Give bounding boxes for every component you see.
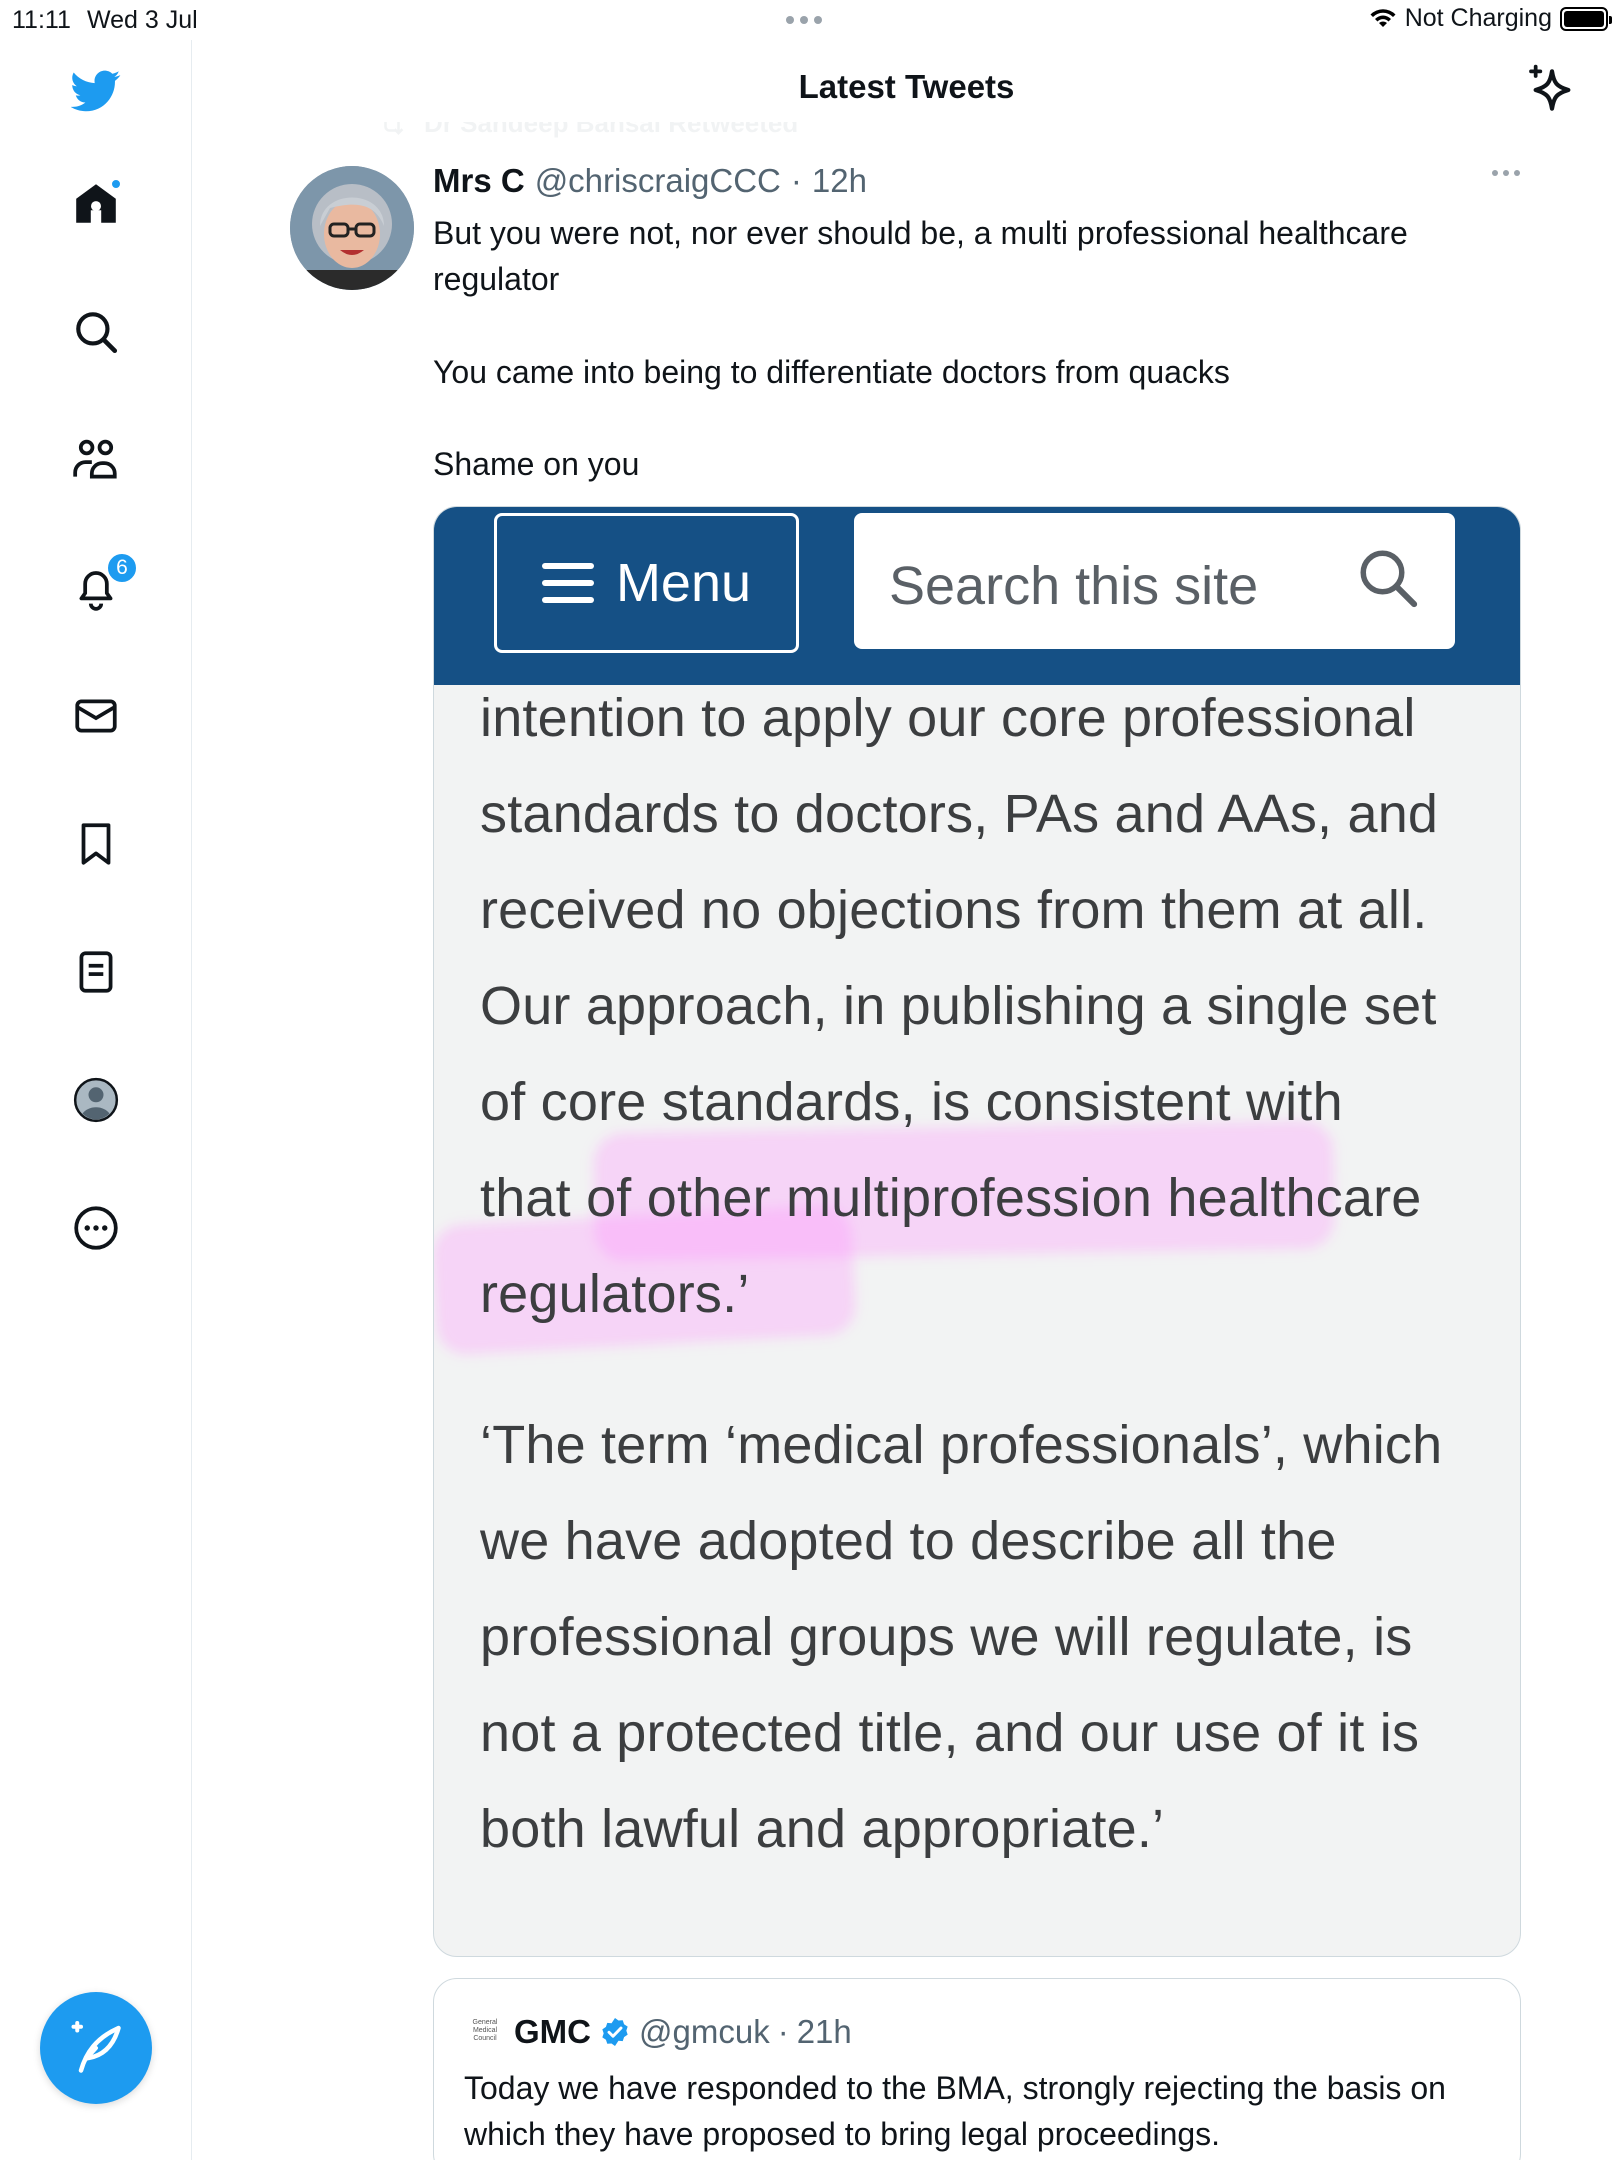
- media-text-line: received no objections from them at all.: [480, 880, 1428, 940]
- media-text-line: professional groups we will regulate, is: [480, 1607, 1413, 1667]
- tweet-text-line: But you were not, nor ever should be, a multi professional healthcare: [433, 215, 1408, 251]
- tweet-author-name[interactable]: Mrs C: [433, 162, 525, 199]
- media-search-box: [854, 513, 1455, 649]
- compose-tweet-icon: [66, 2018, 126, 2078]
- quote-header: [514, 2013, 852, 2051]
- quote-timestamp: 21h: [796, 2013, 852, 2050]
- tweet-text-line: Shame on you: [433, 446, 640, 482]
- status-time: 11:11: [12, 6, 71, 34]
- media-menu-button: [494, 513, 799, 653]
- mail-icon: [71, 691, 121, 741]
- timeline-header: [193, 40, 1620, 140]
- quote-author-handle: @gmcuk: [639, 2013, 770, 2050]
- status-date: Wed 3 Jul: [87, 6, 198, 34]
- sidebar-item-profile[interactable]: [68, 1072, 124, 1128]
- gmc-logo: General Medical Council: [472, 2019, 498, 2042]
- status-bar: [0, 0, 1620, 40]
- tweet-media-image[interactable]: [433, 506, 1521, 1957]
- media-text-line: regulators.’: [480, 1264, 750, 1324]
- media-text-line: ‘The term ‘medical professionals’, which: [480, 1415, 1443, 1475]
- sidebar: [0, 40, 192, 2160]
- sidebar-item-lists[interactable]: [68, 944, 124, 1000]
- quote-author-name: GMC: [514, 2013, 591, 2050]
- bookmark-icon: [71, 819, 121, 869]
- sidebar-item-home[interactable]: [68, 176, 124, 232]
- more-icon: [71, 1203, 121, 1253]
- status-right: [1369, 4, 1608, 33]
- home-unread-dot: [110, 178, 122, 190]
- battery-icon: [1560, 7, 1608, 31]
- verified-badge-icon: [599, 2016, 631, 2048]
- media-search-placeholder: Search this site: [889, 556, 1259, 616]
- page-title: Latest Tweets: [798, 68, 1015, 105]
- communities-icon: [71, 435, 121, 485]
- media-text-line: Our approach, in publishing a single set: [480, 976, 1437, 1036]
- media-menu-label: Menu: [615, 553, 752, 613]
- quote-separator: ·: [777, 2013, 789, 2050]
- twitter-logo-icon[interactable]: [68, 62, 124, 118]
- media-text-line: we have adopted to describe all the: [480, 1511, 1337, 1571]
- search-icon: [1355, 545, 1421, 611]
- sidebar-item-messages[interactable]: [68, 688, 124, 744]
- avatar[interactable]: [290, 166, 414, 290]
- media-text-line: not a protected title, and our use of it is: [480, 1703, 1420, 1763]
- tweet-separator: ·: [790, 162, 802, 199]
- compose-tweet-button[interactable]: [40, 1992, 152, 2104]
- media-text-line: of core standards, is consistent with: [480, 1072, 1343, 1132]
- quote-text: Today we have responded to the BMA, strongly rejecting the basis on which they have proposed to bring legal proceedings.: [464, 2070, 1446, 2152]
- tweet-text-line: regulator: [433, 261, 560, 297]
- tweet-timestamp[interactable]: 12h: [811, 162, 867, 199]
- notifications-badge: 6: [106, 552, 138, 584]
- sidebar-item-bookmarks[interactable]: [68, 816, 124, 872]
- wifi-icon: [1369, 8, 1397, 30]
- tweet-header: [433, 162, 867, 200]
- lists-icon: [71, 947, 121, 997]
- sidebar-item-more[interactable]: [68, 1200, 124, 1256]
- tweet-text-line: You came into being to differentiate doctors from quacks: [433, 354, 1230, 390]
- search-icon: [71, 307, 121, 357]
- tweet-more-icon[interactable]: [1492, 170, 1520, 176]
- charging-status: Not Charging: [1404, 4, 1552, 32]
- sidebar-item-explore[interactable]: [68, 304, 124, 360]
- media-text-line: intention to apply our core professional: [480, 688, 1416, 748]
- media-site-header: [434, 507, 1520, 685]
- multitasking-dots-icon[interactable]: [786, 16, 822, 24]
- sidebar-item-communities[interactable]: [68, 432, 124, 488]
- media-text-line: both lawful and appropriate.’: [480, 1799, 1165, 1859]
- profile-icon: [71, 1075, 121, 1125]
- tweet-author-handle[interactable]: @chriscraigCCC: [534, 162, 781, 199]
- media-text-line: standards to doctors, PAs and AAs, and: [480, 784, 1439, 844]
- sparkle-icon[interactable]: [1524, 62, 1580, 118]
- hamburger-icon: [542, 561, 594, 605]
- media-text-line: that of other multiprofession healthcare: [480, 1168, 1422, 1228]
- sidebar-item-notifications[interactable]: [68, 556, 128, 616]
- quote-tweet[interactable]: [433, 1978, 1521, 2160]
